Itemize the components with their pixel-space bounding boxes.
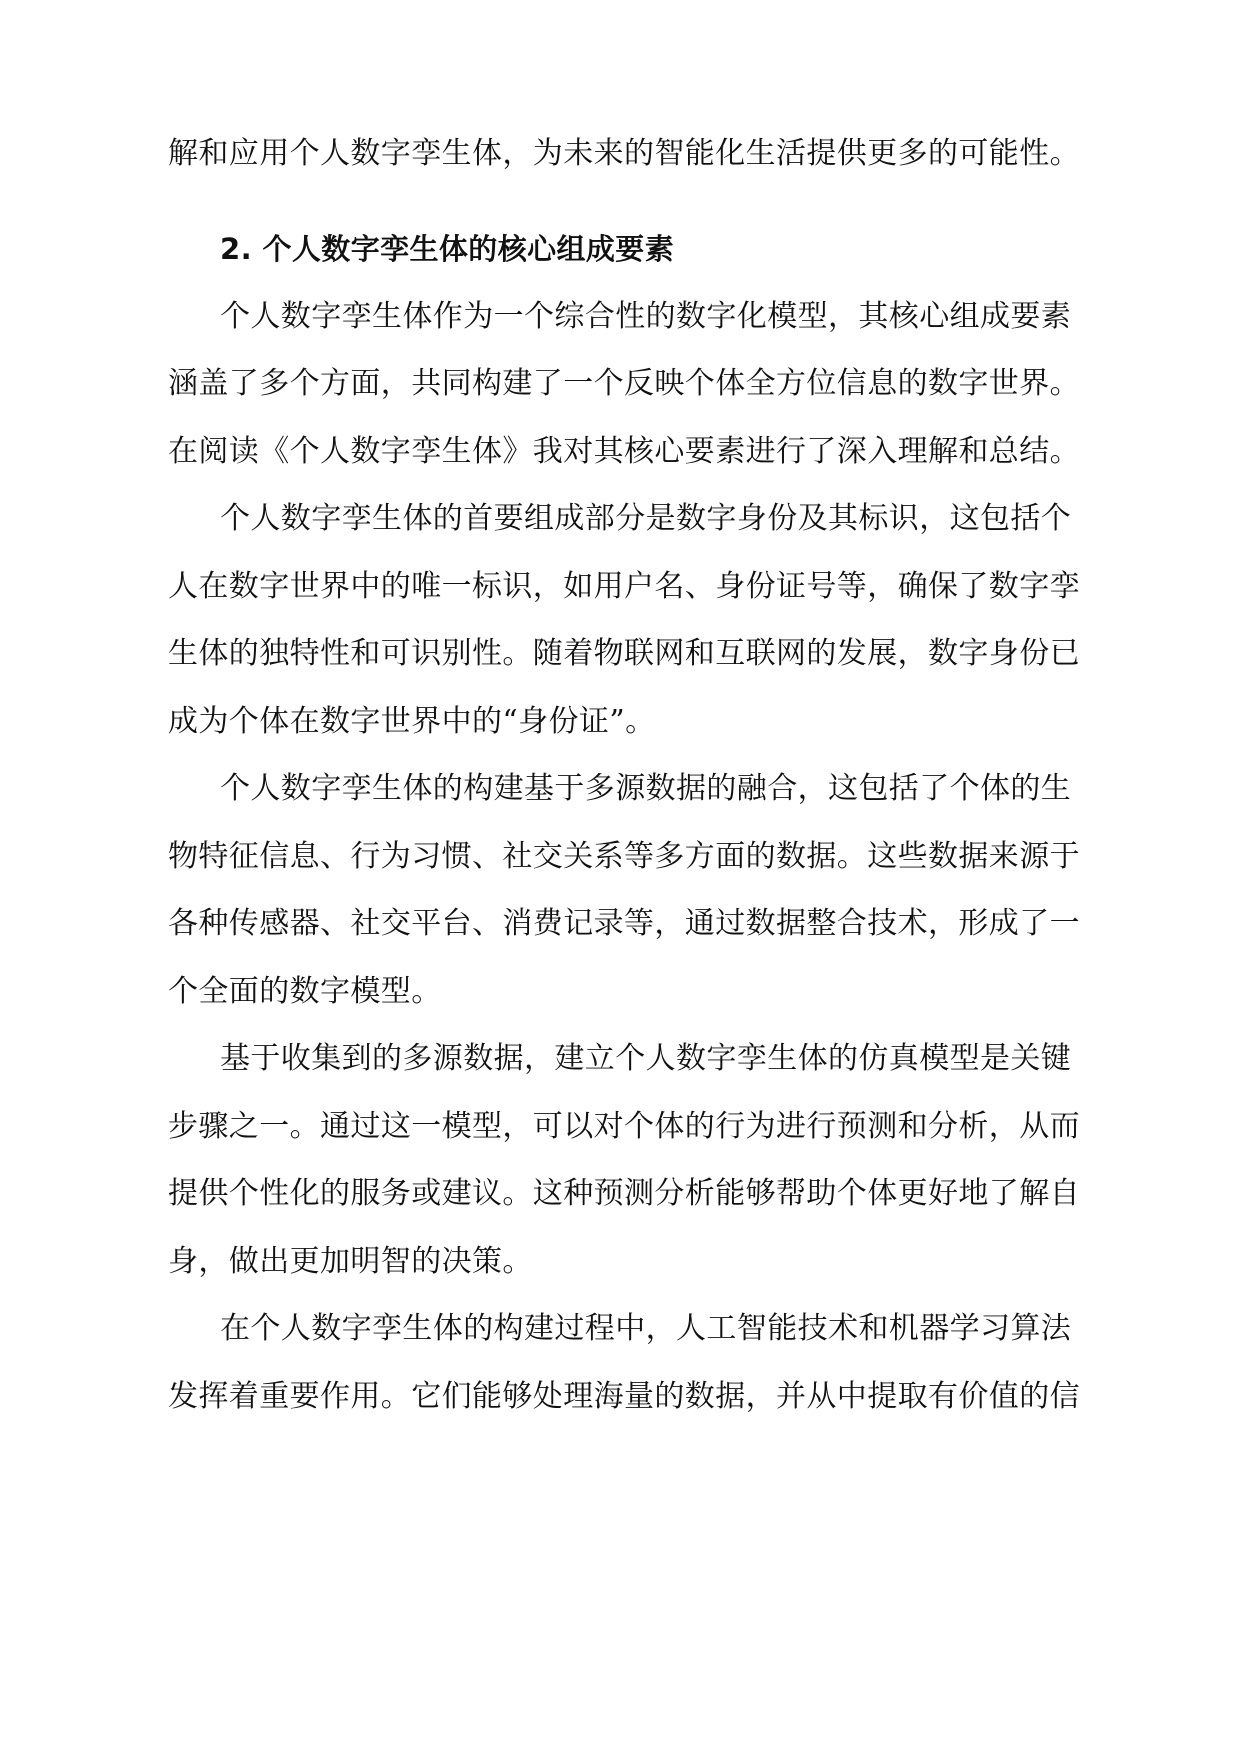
text-line: 在个人数字孪生体的构建过程中，人工智能技术和机器学习算法 — [220, 1311, 1072, 1346]
text-line: 解和应用个人数字孪生体，为未来的智能化生活提供更多的可能性。 — [168, 136, 1080, 171]
text-line: 生体的独特性和可识别性。随着物联网和互联网的发展，数字身份已 — [168, 636, 1080, 671]
text-line: 提供个性化的服务或建议。这种预测分析能够帮助个体更好地了解自 — [168, 1176, 1080, 1211]
text-line: 个人数字孪生体作为一个综合性的数字化模型，其核心组成要素 — [220, 299, 1072, 334]
text-line: 各种传感器、社交平台、消费记录等，通过数据整合技术，形成了一 — [168, 906, 1080, 941]
text-line: 个人数字孪生体的构建基于多源数据的融合，这包括了个体的生 — [220, 771, 1072, 806]
text-line: 涵盖了多个方面，共同构建了一个反映个体全方位信息的数字世界。 — [168, 366, 1080, 401]
text-line: 发挥着重要作用。它们能够处理海量的数据，并从中提取有价值的信 — [168, 1379, 1080, 1414]
text-line: 在阅读《个人数字孪生体》我对其核心要素进行了深入理解和总结。 — [168, 434, 1080, 469]
text-line: 基于收集到的多源数据，建立个人数字孪生体的仿真模型是关键 — [220, 1041, 1072, 1076]
section-heading: 2. 个人数字孪生体的核心组成要素 — [220, 232, 675, 266]
text-line: 身，做出更加明智的决策。 — [168, 1244, 533, 1279]
text-line: 人在数字世界中的唯一标识，如用户名、身份证号等，确保了数字孪 — [168, 569, 1080, 604]
text-line: 物特征信息、行为习惯、社交关系等多方面的数据。这些数据来源于 — [168, 839, 1080, 874]
text-line: 个全面的数字模型。 — [168, 974, 442, 1009]
text-line: 步骤之一。通过这一模型，可以对个体的行为进行预测和分析，从而 — [168, 1109, 1080, 1144]
text-line: 成为个体在数字世界中的“身份证”。 — [168, 704, 656, 739]
text-line: 个人数字孪生体的首要组成部分是数字身份及其标识，这包括个 — [220, 501, 1072, 536]
